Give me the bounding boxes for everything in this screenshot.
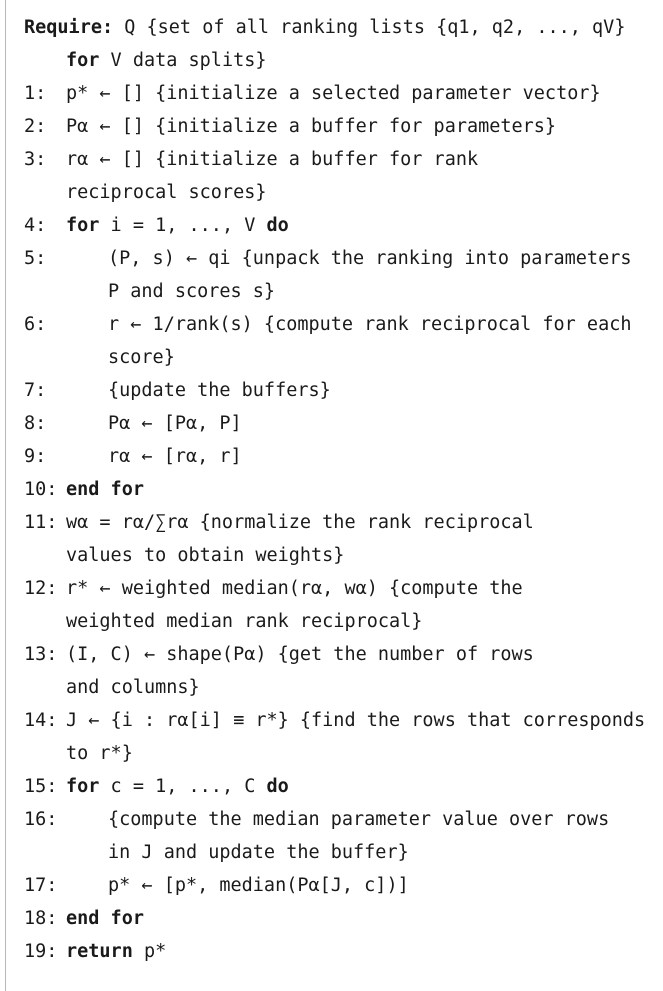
line-number: 3: <box>24 149 47 170</box>
line-number: 2: <box>24 116 47 137</box>
line-number: 4: <box>24 215 47 236</box>
line-number: 11: <box>24 512 58 533</box>
line-number: 15: <box>24 776 58 797</box>
line-text: wα = rα/∑rα {normalize the rank reciprocal <box>66 512 534 533</box>
line-number: 12: <box>24 578 58 599</box>
algorithm-line <box>24 638 660 671</box>
line-number: 10: <box>24 479 58 500</box>
line-text: P and scores s} <box>108 281 276 302</box>
line-text: {update the buffers} <box>108 380 331 401</box>
algorithm-line <box>24 77 660 110</box>
algorithm-line <box>24 572 660 605</box>
algorithm-line <box>24 110 660 143</box>
line-text: for i = 1, ..., V do <box>66 215 289 236</box>
line-text: Pα ← [Pα, P] <box>108 413 242 434</box>
line-text: and columns} <box>66 677 200 698</box>
line-text: {compute the median parameter value over rows <box>108 809 610 830</box>
line-number: 6: <box>24 314 47 335</box>
line-text: reciprocal scores} <box>66 182 267 203</box>
line-text: rα ← [rα, r] <box>108 446 242 467</box>
line-text: Pα ← [] {initialize a buffer for parameters} <box>66 116 557 137</box>
algorithm-line <box>24 407 660 440</box>
line-text: end for <box>66 479 144 500</box>
algorithm-line <box>24 242 660 275</box>
algorithm-line <box>24 275 660 308</box>
algorithm-line <box>24 143 660 176</box>
line-number: 14: <box>24 710 58 731</box>
line-text: to r*} <box>66 743 133 764</box>
algorithm-line <box>24 836 660 869</box>
line-text: Require: Q {set of all ranking lists {q1, q2, ..., qV} <box>24 17 626 38</box>
algorithm-line <box>24 341 660 374</box>
algorithm-line <box>24 473 660 506</box>
algorithm-line <box>24 770 660 803</box>
line-text: J ← {i : rα[i] ≡ r*} {find the rows that corresponds <box>66 710 646 731</box>
line-number: 16: <box>24 809 58 830</box>
algorithm-line <box>24 902 660 935</box>
algorithm-line <box>24 671 660 704</box>
algorithm-line <box>24 605 660 638</box>
line-number: 9: <box>24 446 47 467</box>
line-number: 8: <box>24 413 47 434</box>
line-text: end for <box>66 908 144 929</box>
algorithm-line <box>24 539 660 572</box>
line-text: r* ← weighted median(rα, wα) {compute the <box>66 578 523 599</box>
algorithm-line <box>24 308 660 341</box>
line-text: for V data splits} <box>66 50 267 71</box>
algorithm-line <box>24 11 660 44</box>
algorithm-line <box>24 209 660 242</box>
left-margin-rule <box>5 0 6 991</box>
algorithm-line <box>24 737 660 770</box>
line-number: 1: <box>24 83 47 104</box>
algorithm-line <box>24 176 660 209</box>
line-number: 19: <box>24 941 58 962</box>
line-text: (P, s) ← qi {unpack the ranking into parameters <box>108 248 632 269</box>
line-number: 17: <box>24 875 58 896</box>
line-text: score} <box>108 347 175 368</box>
line-text: p* ← [p*, median(Pα[J, c])] <box>108 875 409 896</box>
algorithm-line <box>24 803 660 836</box>
line-text: values to obtain weights} <box>66 545 345 566</box>
line-text: for c = 1, ..., C do <box>66 776 289 797</box>
algorithm-line <box>24 44 660 77</box>
line-number: 7: <box>24 380 47 401</box>
algorithm-line <box>24 374 660 407</box>
line-text: in J and update the buffer} <box>108 842 409 863</box>
line-number: 18: <box>24 908 58 929</box>
algorithm-line <box>24 869 660 902</box>
line-text: p* ← [] {initialize a selected parameter vector} <box>66 83 601 104</box>
algorithm-line <box>24 440 660 473</box>
line-text: (I, C) ← shape(Pα) {get the number of rows <box>66 644 534 665</box>
algorithm-line <box>24 704 660 737</box>
line-text: return p* <box>66 941 167 962</box>
line-text: r ← 1/rank(s) {compute rank reciprocal for each <box>108 314 632 335</box>
algorithm-line <box>24 935 660 968</box>
line-number: 13: <box>24 644 58 665</box>
line-number: 5: <box>24 248 47 269</box>
line-text: weighted median rank reciprocal} <box>66 611 423 632</box>
line-text: rα ← [] {initialize a buffer for rank <box>66 149 479 170</box>
algorithm-block <box>24 11 660 968</box>
algorithm-line <box>24 506 660 539</box>
